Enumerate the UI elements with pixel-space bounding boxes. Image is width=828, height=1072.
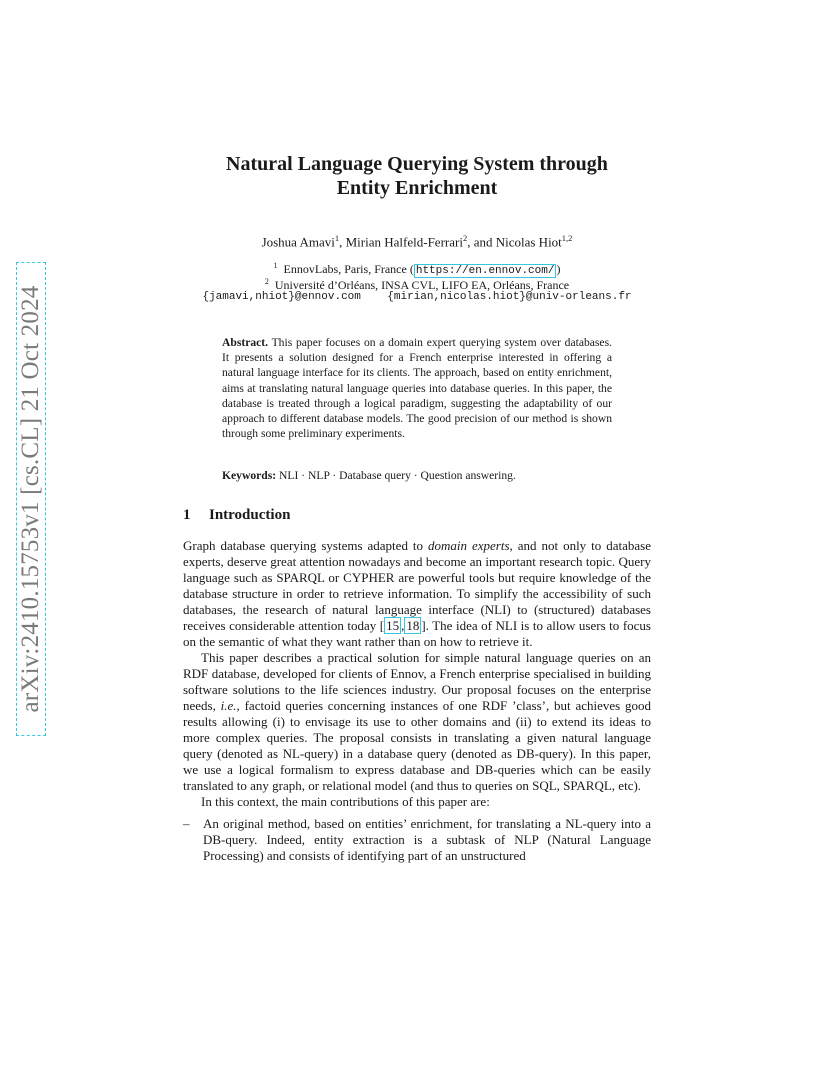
author-separator-2: , and xyxy=(467,234,496,250)
author-2-affil: 2 xyxy=(462,233,468,243)
bullet-1-text: An original method, based on entities’ enrichment, for translating a NL-query into a DB-query. Indeed, entity extraction is a subtask of NLP (Natural Language Processing) and consists of identifying part of an unstructured xyxy=(203,816,651,863)
affiliation-1-close: ) xyxy=(556,262,561,276)
introduction-body xyxy=(183,538,651,864)
contributions-list xyxy=(183,816,651,864)
affiliation-1-number: 1 xyxy=(273,261,278,270)
p1-text-b: , and not only to database experts, deserve great attention nowadays and become an important research topic. Query language such as SPARQL or CYPHER are powerful tools but require knowledge of the database structure in order to retrieve information. To simplify the accessibility of such databases, the research of natural language interface (NLI) to (structured) databases receives considerable attention today [ xyxy=(183,538,651,633)
keywords-label: Keywords: xyxy=(222,469,277,482)
author-1: Joshua Amavi xyxy=(261,234,335,250)
section-heading xyxy=(183,507,290,524)
keywords-text: NLI · NLP · Database query · Question answering. xyxy=(279,469,516,482)
p1-text-c: ]. The idea of NLI is to allow users to focus on the semantic of what they want rather than on how to retrieve it. xyxy=(183,618,651,649)
paragraph-2 xyxy=(183,650,651,794)
paper-title xyxy=(180,152,654,200)
p1-text-a: Graph database querying systems adapted to xyxy=(183,538,428,553)
author-3-affil: 1,2 xyxy=(561,233,573,243)
abstract-label: Abstract. xyxy=(222,336,269,349)
p2-text-b: , factoid queries concerning instances of one RDF ’class’, but achieves good results allowing (i) to envisage its use to other domains and (ii) to extend its ideas to more complex queries. The proposal consists in translating a given natural language query (denoted as NL-query) in a database query (denoted as DB-query). In this paper, we use a logical formalism to express database and DB-queries which can be easily translated to any graph, or relational model (and thus to queries on SQL, SPARQL, etc). xyxy=(183,698,651,793)
abstract-text: This paper focuses on a domain expert querying system over databases. It presents a solution designed for a French enterprise interested in offering a natural language interface for its clients. The approach, based on entity enrichment, aims at translating natural language queries into database queries. In this paper, the database is treated through a logical paradigm, suggesting the adaptability of our approach to different database models. The good precision of our method is shown through some preliminary experiments. xyxy=(222,336,612,441)
title-line-2: Entity Enrichment xyxy=(336,177,498,199)
paragraph-3: In this context, the main contributions of this paper are: xyxy=(201,794,490,809)
paragraph-1 xyxy=(183,538,651,650)
affiliation-2-number: 2 xyxy=(264,277,269,286)
p2-emphasis: i.e. xyxy=(220,698,237,713)
affiliation-2-text: Université d’Orléans, INSA CVL, LIFO EA, Orléans, France xyxy=(274,278,570,292)
arxiv-identifier-stamp[interactable] xyxy=(16,262,46,736)
arxiv-identifier-text: arXiv:2410.15753v1 [cs.CL] 21 Oct 2024 xyxy=(17,285,44,713)
author-3: Nicolas Hiot xyxy=(495,234,562,250)
author-1-affil: 1 xyxy=(334,233,340,243)
citation-18-link[interactable]: 18 xyxy=(406,618,420,633)
abstract xyxy=(222,335,612,441)
title-line-1: Natural Language Querying System through xyxy=(226,153,608,175)
p1-emphasis: domain experts xyxy=(428,538,510,553)
p1-citation-separator: , xyxy=(401,618,405,633)
citation-15-link[interactable]: 15 xyxy=(386,618,400,633)
author-2: Mirian Halfeld-Ferrari xyxy=(345,234,463,250)
keywords xyxy=(222,468,612,483)
affiliation-1-text: EnnovLabs, Paris, France ( xyxy=(283,262,414,276)
list-item xyxy=(183,816,651,864)
p2-text-a: This paper describes a practical solution for simple natural language queries on an RDF database, developed for clients of Ennov, a French enterprise specialised in building software solutions to the life sciences industry. Our proposal focuses on the enterprise needs, xyxy=(183,650,651,713)
section-number: 1 xyxy=(183,507,191,523)
bullet-dash: – xyxy=(183,816,190,831)
ennov-website-link[interactable]: https://en.ennov.com/ xyxy=(415,265,555,277)
author-emails: {jamavi,nhiot}@ennov.com {mirian,nicolas.hiot}@univ-orleans.fr xyxy=(202,291,632,303)
author-list xyxy=(180,230,654,250)
section-title: Introduction xyxy=(209,507,291,523)
author-separator-1: , xyxy=(339,234,346,250)
